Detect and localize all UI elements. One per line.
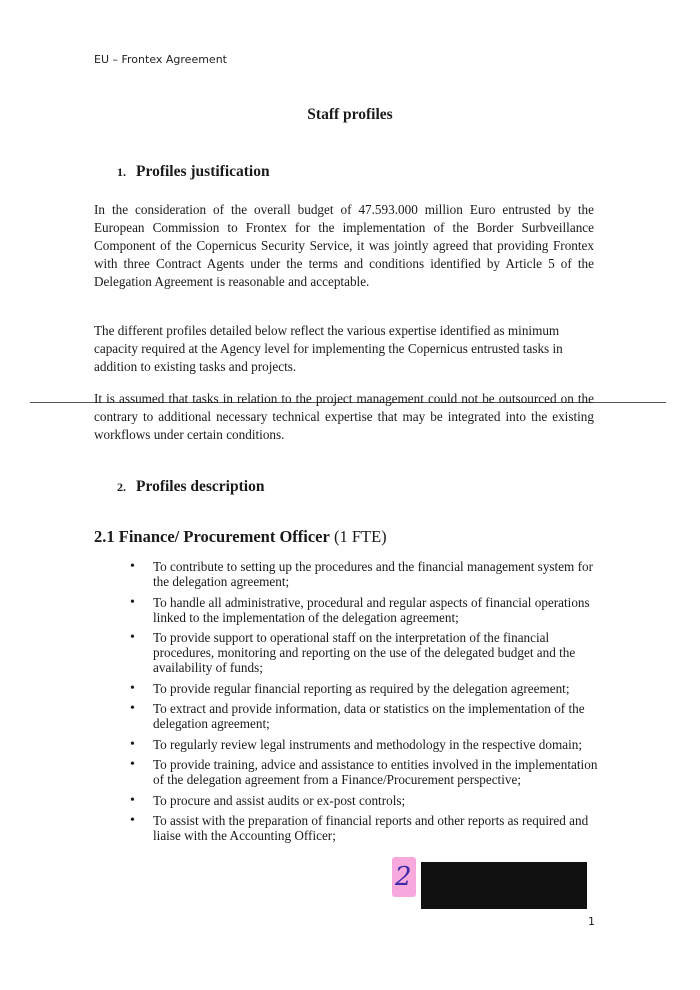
section-title: Profiles description bbox=[136, 478, 265, 495]
bullet-icon: • bbox=[130, 680, 135, 696]
section-number: 2. bbox=[117, 480, 126, 494]
subsection-heading-finance-officer bbox=[94, 527, 387, 547]
page-title: Staff profiles bbox=[307, 106, 393, 123]
bullet-icon: • bbox=[130, 630, 135, 645]
bullet-icon: • bbox=[130, 813, 135, 828]
list-item: • To extract and provide information, data or statistics on the implementation of the delegation agreement; bbox=[130, 701, 585, 731]
duties-list bbox=[130, 559, 600, 849]
handwritten-number: 2 bbox=[395, 862, 412, 892]
list-item: • To assist with the preparation of financial reports and other reports as required and liaise with the Accounting Officer; bbox=[130, 813, 589, 843]
paragraph-outsourcing-assumption: It is assumed that tasks in relation to the project management could not be outsourced on the contrary to additional necessary technical expertise that may be integrated into the existing workflows under certain conditions. bbox=[94, 391, 594, 442]
bullet-icon: • bbox=[130, 559, 135, 574]
section-heading-profiles-description bbox=[117, 478, 264, 496]
list-item: • To procure and assist audits or ex-post controls; bbox=[130, 792, 406, 808]
redaction-block bbox=[421, 862, 587, 909]
bullet-icon: • bbox=[130, 701, 135, 716]
paragraph-profiles-expertise: The different profiles detailed below reflect the various expertise identified as minimum capacity required at the Agency level for implementing the Copernicus entrusted tasks in addition to existing tasks and projects. bbox=[94, 323, 563, 374]
section-number: 1. bbox=[117, 165, 126, 179]
list-item: • To provide regular financial reporting as required by the delegation agreement; bbox=[130, 680, 570, 696]
bullet-icon: • bbox=[130, 736, 135, 752]
section-title: Profiles justification bbox=[136, 163, 270, 180]
page-number: 1 bbox=[588, 915, 595, 928]
list-item: • To handle all administrative, procedural and regular aspects of financial operations linked to the implementation of the delegation agreement; bbox=[130, 594, 590, 625]
bullet-icon: • bbox=[130, 757, 135, 772]
list-item: • To provide training, advice and assistance to entities involved in the implementation of the delegation agreement from a Finance/Procurement perspective; bbox=[130, 757, 598, 787]
document-header: EU – Frontex Agreement bbox=[94, 53, 227, 66]
list-item: • To provide support to operational staff on the interpretation of the financial procedures, monitoring and reporting on the use of the delegated budget and the availability of funds; bbox=[130, 630, 576, 675]
bullet-icon: • bbox=[130, 792, 135, 808]
section-heading-profiles-justification bbox=[117, 163, 270, 181]
bullet-icon: • bbox=[130, 594, 135, 610]
subsection-title: 2.1 Finance/ Procurement Officer bbox=[94, 527, 330, 546]
paragraph-budget-justification: In the consideration of the overall budget of 47.593.000 million Euro entrusted by the European Commission to Frontex for the implementation of the Border Surbveillance Component of the Copernicus Security Service, it was jointly agreed that providing Frontex with three Contract Agents under the terms and conditions identified by Article 5 of the Delegation Agreement is reasonable and acceptable. bbox=[94, 202, 594, 289]
list-item: • To contribute to setting up the procedures and the financial management system for the delegation agreement; bbox=[130, 559, 593, 589]
list-item: • To regularly review legal instruments and methodology in the respective domain; bbox=[130, 736, 583, 752]
subsection-fte: (1 FTE) bbox=[333, 527, 387, 546]
